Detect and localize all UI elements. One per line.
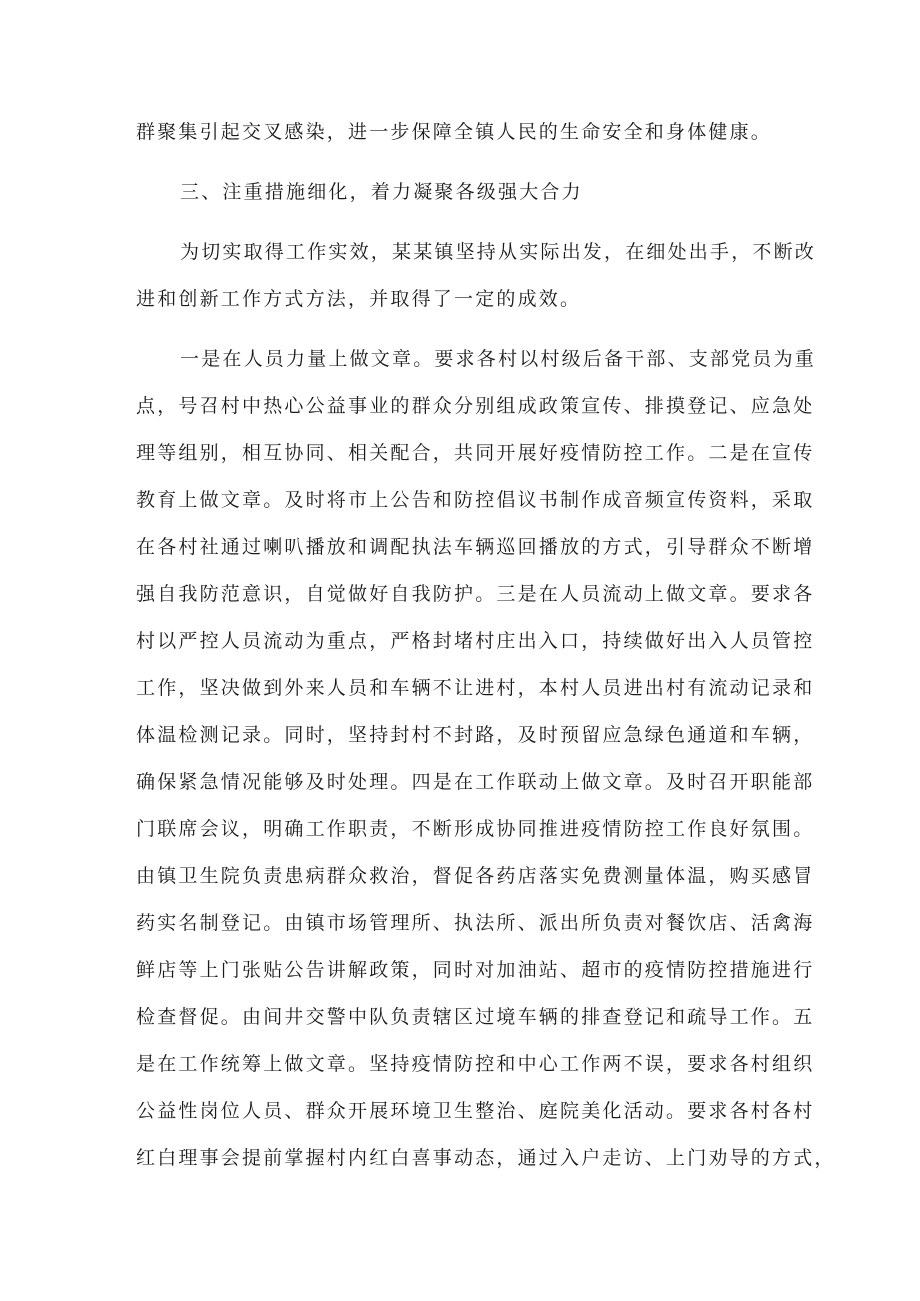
text-line: 进和创新工作方式方法，并取得了一定的成效。 (136, 288, 582, 310)
text-line: 公益性岗位人员、群众开展环境卫生整治、庭院美化活动。要求各村各村 (136, 1100, 815, 1122)
text-line: 鲜店等上门张贴公告讲解政策，同时对加油站、超市的疫情防控措施进行 (136, 959, 815, 981)
text-line: 检查督促。由间井交警中队负责辖区过境车辆的排查登记和疏导工作。五 (136, 1006, 815, 1028)
section-heading: 三、注重措施细化，着力凝聚各级强大合力 (180, 181, 583, 203)
text-line: 教育上做文章。及时将市上公告和防控倡议书制作成音频宣传资料，采取 (136, 489, 815, 511)
text-line: 村以严控人员流动为重点，严格封堵村庄出入口，持续做好出入人员管控 (136, 630, 815, 652)
text-line: 为切实取得工作实效，某某镇坚持从实际出发，在细处出手，不断改 (180, 241, 817, 263)
text-line: 点，号召村中热心公益事业的群众分别组成政策宣传、排摸登记、应急处 (136, 395, 815, 417)
text-line: 药实名制登记。由镇市场管理所、执法所、派出所负责对餐饮店、活禽海 (136, 912, 815, 934)
text-line: 红白理事会提前掌握村内红白喜事动态，通过入户走访、上门劝导的方式， (136, 1147, 836, 1169)
text-line: 理等组别，相互协同、相关配合，共同开展好疫情防控工作。二是在宣传 (136, 442, 815, 464)
text-line: 一是在人员力量上做文章。要求各村以村级后备干部、支部党员为重 (180, 348, 817, 370)
text-line: 确保紧急情况能够及时处理。四是在工作联动上做文章。及时召开职能部 (136, 771, 815, 793)
text-line: 工作，坚决做到外来人员和车辆不让进村，本村人员进出村有流动记录和 (136, 677, 815, 699)
text-line: 强自我防范意识，自觉做好自我防护。三是在人员流动上做文章。要求各 (136, 583, 815, 605)
text-line: 门联席会议，明确工作职责，不断形成协同推进疫情防控工作良好氛围。 (136, 818, 815, 840)
text-line: 由镇卫生院负责患病群众救治，督促各药店落实免费测量体温，购买感冒 (136, 865, 815, 887)
text-line: 群聚集引起交叉感染，进一步保障全镇人民的生命安全和身体健康。 (136, 121, 773, 143)
text-line: 体温检测记录。同时，坚持封村不封路，及时预留应急绿色通道和车辆， (136, 724, 815, 746)
text-line: 在各村社通过喇叭播放和调配执法车辆巡回播放的方式，引导群众不断增 (136, 536, 815, 558)
text-line: 是在工作统筹上做文章。坚持疫情防控和中心工作两不误，要求各村组织 (136, 1053, 815, 1075)
